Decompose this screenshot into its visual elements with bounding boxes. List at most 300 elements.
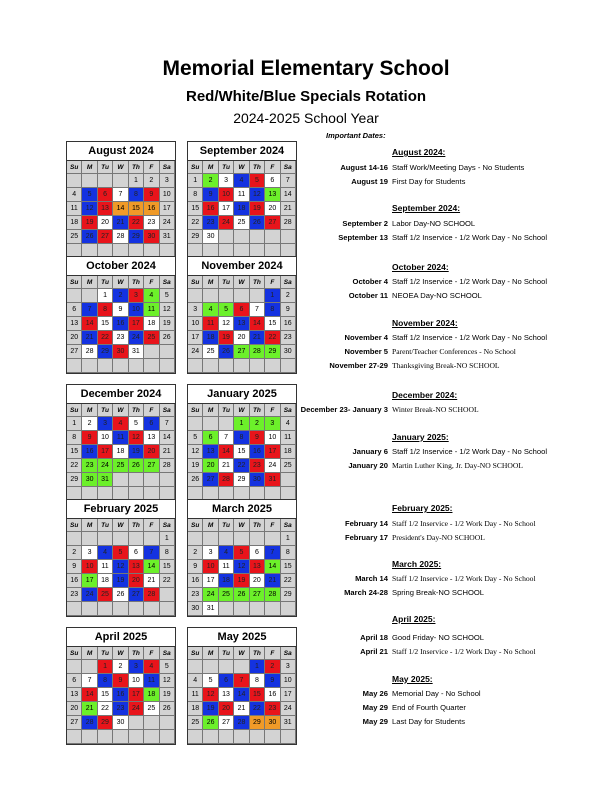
day-cell — [67, 174, 82, 188]
weekday-label: W — [234, 519, 249, 532]
calendar-september-2024 — [187, 141, 297, 259]
weekday-label: Sa — [160, 647, 175, 660]
weekday-label: Tu — [219, 404, 234, 417]
day-cell: 28 — [82, 345, 97, 359]
day-cell: 26 — [82, 230, 97, 244]
month-dates-heading: March 2025: — [392, 559, 442, 569]
day-cell: 5 — [113, 546, 128, 560]
day-cell: 4 — [144, 289, 159, 303]
event-description: NEOEA Day-NO SCHOOL — [392, 291, 482, 300]
day-cell — [144, 716, 159, 730]
day-cell: 8 — [234, 431, 249, 445]
day-cell: 3 — [98, 417, 113, 431]
day-cell: 29 — [98, 345, 113, 359]
day-cell: 28 — [234, 716, 249, 730]
day-cell: 23 — [203, 216, 218, 230]
day-cell — [144, 730, 159, 744]
day-cell: 9 — [144, 188, 159, 202]
day-cell — [234, 730, 249, 744]
month-dates-heading: April 2025: — [392, 614, 436, 624]
day-cell: 8 — [129, 188, 144, 202]
day-cell: 6 — [67, 674, 82, 688]
day-cell — [250, 602, 265, 616]
day-cell: 16 — [67, 574, 82, 588]
calendar-month-title: August 2024 — [67, 142, 175, 161]
day-cell: 19 — [234, 574, 249, 588]
calendar-month-title: May 2025 — [188, 628, 296, 647]
day-cell: 12 — [113, 560, 128, 574]
event-date: October 11 — [348, 291, 388, 300]
weekday-label: Th — [129, 519, 144, 532]
day-cell: 15 — [265, 317, 280, 331]
day-cell — [250, 230, 265, 244]
day-cell: 6 — [250, 546, 265, 560]
day-cell: 10 — [219, 188, 234, 202]
day-cell: 15 — [250, 688, 265, 702]
event-date: March 24-28 — [344, 588, 388, 597]
day-cell: 22 — [160, 574, 175, 588]
event-description: Staff Work/Meeting Days - No Students — [392, 163, 525, 172]
day-cell: 28 — [265, 588, 280, 602]
day-cell — [82, 532, 97, 546]
day-cell — [67, 602, 82, 616]
day-cell: 14 — [144, 560, 159, 574]
page-title: Memorial Elementary School — [162, 57, 450, 80]
day-cell: 11 — [234, 188, 249, 202]
day-cell — [160, 473, 175, 487]
day-cell — [203, 730, 218, 744]
day-cell: 15 — [98, 688, 113, 702]
day-cell: 8 — [67, 431, 82, 445]
day-cell: 26 — [113, 588, 128, 602]
day-cell: 23 — [113, 702, 128, 716]
day-cell: 12 — [160, 303, 175, 317]
month-dates-heading: August 2024: — [392, 147, 446, 157]
day-cell: 27 — [129, 588, 144, 602]
day-cell: 14 — [281, 188, 296, 202]
day-cell: 24 — [219, 216, 234, 230]
weekday-label: Sa — [281, 519, 296, 532]
day-cell: 20 — [129, 574, 144, 588]
day-cell: 2 — [203, 174, 218, 188]
event-description: Last Day for Students — [392, 717, 466, 726]
day-cell: 25 — [144, 702, 159, 716]
event-description: Spring Break-NO SCHOOL — [392, 588, 484, 597]
day-cell: 24 — [265, 459, 280, 473]
calendar-month-title: November 2024 — [188, 257, 296, 276]
day-cell: 25 — [203, 345, 218, 359]
day-cell — [250, 532, 265, 546]
day-cell — [203, 289, 218, 303]
day-cell: 18 — [67, 216, 82, 230]
day-cell: 17 — [129, 317, 144, 331]
school-year: 2024-2025 School Year — [233, 110, 379, 126]
weekday-label: F — [265, 276, 280, 289]
day-cell: 21 — [113, 216, 128, 230]
day-cell: 17 — [265, 445, 280, 459]
day-cell — [113, 473, 128, 487]
day-cell: 31 — [265, 473, 280, 487]
day-cell: 7 — [234, 674, 249, 688]
day-cell: 7 — [160, 417, 175, 431]
day-cell — [144, 473, 159, 487]
day-cell: 11 — [203, 317, 218, 331]
day-cell: 22 — [234, 459, 249, 473]
weekday-label: Th — [250, 647, 265, 660]
weekday-label: Su — [67, 647, 82, 660]
day-cell: 9 — [82, 431, 97, 445]
day-cell: 19 — [219, 331, 234, 345]
day-cell: 13 — [219, 688, 234, 702]
day-cell: 11 — [67, 202, 82, 216]
day-cell: 27 — [98, 230, 113, 244]
day-cell: 11 — [219, 560, 234, 574]
day-cell: 30 — [265, 716, 280, 730]
day-cell: 14 — [250, 317, 265, 331]
day-cell: 21 — [219, 459, 234, 473]
weekday-label: Tu — [98, 276, 113, 289]
day-cell: 29 — [188, 230, 203, 244]
day-cell: 2 — [281, 289, 296, 303]
day-cell: 5 — [129, 417, 144, 431]
day-cell: 10 — [129, 303, 144, 317]
day-cell — [67, 359, 82, 373]
weekday-label: F — [265, 519, 280, 532]
event-row — [300, 218, 612, 230]
day-cell — [160, 345, 175, 359]
day-cell: 13 — [67, 688, 82, 702]
day-cell: 2 — [188, 546, 203, 560]
event-description: Good Friday- NO SCHOOL — [392, 633, 484, 642]
day-cell: 24 — [160, 216, 175, 230]
event-row — [300, 518, 612, 530]
calendar-january-2025 — [187, 384, 297, 502]
day-cell — [67, 289, 82, 303]
day-cell — [113, 602, 128, 616]
day-cell — [82, 174, 97, 188]
day-cell: 28 — [250, 345, 265, 359]
calendar-month-title: December 2024 — [67, 385, 175, 404]
weekday-label: M — [203, 161, 218, 174]
day-cell: 13 — [203, 445, 218, 459]
day-cell: 24 — [129, 702, 144, 716]
day-cell — [82, 289, 97, 303]
day-cell: 9 — [67, 560, 82, 574]
event-date: January 20 — [348, 461, 388, 470]
day-cell: 23 — [250, 459, 265, 473]
day-cell: 21 — [265, 574, 280, 588]
event-date: May 29 — [362, 717, 388, 726]
day-cell: 5 — [188, 431, 203, 445]
day-cell — [203, 359, 218, 373]
day-cell: 29 — [98, 716, 113, 730]
calendar-month-title: April 2025 — [67, 628, 175, 647]
weekday-label: Th — [129, 161, 144, 174]
day-cell: 14 — [219, 445, 234, 459]
day-cell — [82, 730, 97, 744]
calendar-august-2024 — [66, 141, 176, 259]
day-cell: 22 — [98, 331, 113, 345]
day-cell: 15 — [234, 445, 249, 459]
event-row — [300, 716, 612, 728]
day-cell: 18 — [203, 331, 218, 345]
event-date: November 27-29 — [329, 361, 388, 370]
day-cell: 10 — [281, 674, 296, 688]
weekday-label: Su — [188, 276, 203, 289]
day-cell: 25 — [281, 459, 296, 473]
day-cell: 18 — [234, 202, 249, 216]
day-cell: 4 — [234, 174, 249, 188]
day-cell: 5 — [234, 546, 249, 560]
day-cell: 24 — [188, 345, 203, 359]
day-cell — [234, 359, 249, 373]
day-cell — [67, 730, 82, 744]
day-cell — [234, 532, 249, 546]
event-row — [300, 176, 612, 188]
day-cell: 8 — [160, 546, 175, 560]
day-cell: 6 — [144, 417, 159, 431]
day-cell: 8 — [188, 188, 203, 202]
day-cell: 27 — [67, 716, 82, 730]
weekday-label: Th — [250, 404, 265, 417]
day-cell — [234, 602, 249, 616]
event-row — [300, 460, 612, 472]
day-cell: 25 — [98, 588, 113, 602]
day-cell: 30 — [250, 473, 265, 487]
day-cell: 16 — [113, 688, 128, 702]
day-cell: 3 — [129, 660, 144, 674]
weekday-label: Su — [188, 161, 203, 174]
day-cell — [265, 230, 280, 244]
event-description: Staff 1/2 Inservice - 1/2 Work Day - No School — [392, 447, 548, 456]
weekday-label: W — [234, 647, 249, 660]
day-cell: 8 — [265, 303, 280, 317]
day-cell: 22 — [265, 331, 280, 345]
day-cell: 3 — [82, 546, 97, 560]
day-cell: 8 — [281, 546, 296, 560]
calendar-month-title: October 2024 — [67, 257, 175, 276]
day-cell: 22 — [281, 574, 296, 588]
day-cell: 3 — [203, 546, 218, 560]
day-cell — [144, 602, 159, 616]
day-cell: 24 — [98, 459, 113, 473]
day-cell: 3 — [281, 660, 296, 674]
day-cell: 4 — [281, 417, 296, 431]
important-dates-label: Important Dates: — [326, 131, 386, 140]
event-row — [300, 646, 612, 658]
day-cell — [219, 602, 234, 616]
day-cell: 24 — [203, 588, 218, 602]
event-row — [300, 573, 612, 585]
day-cell: 6 — [219, 674, 234, 688]
day-cell: 1 — [98, 660, 113, 674]
weekday-label: F — [144, 404, 159, 417]
day-cell — [265, 532, 280, 546]
weekday-label: W — [234, 276, 249, 289]
weekday-label: W — [113, 276, 128, 289]
day-cell: 21 — [281, 202, 296, 216]
event-description: Memorial Day - No School — [392, 689, 481, 698]
weekday-label: M — [82, 647, 97, 660]
day-cell: 16 — [188, 574, 203, 588]
day-cell: 28 — [281, 216, 296, 230]
event-row — [300, 702, 612, 714]
day-cell — [82, 660, 97, 674]
day-cell: 14 — [82, 688, 97, 702]
day-cell: 12 — [82, 202, 97, 216]
event-row — [300, 632, 612, 644]
day-cell: 19 — [160, 317, 175, 331]
event-description: Winter Break-NO SCHOOL — [392, 405, 479, 414]
day-cell: 13 — [98, 202, 113, 216]
day-cell: 11 — [98, 560, 113, 574]
day-cell: 17 — [219, 202, 234, 216]
day-cell: 6 — [203, 431, 218, 445]
event-row — [300, 532, 612, 544]
month-dates-heading: September 2024: — [392, 203, 461, 213]
day-cell: 28 — [160, 459, 175, 473]
page-subtitle: Red/White/Blue Specials Rotation — [185, 88, 427, 105]
day-cell: 12 — [129, 431, 144, 445]
event-description: First Day for Students — [392, 177, 466, 186]
day-cell: 20 — [203, 459, 218, 473]
day-cell: 1 — [265, 289, 280, 303]
month-dates-heading: October 2024: — [392, 262, 449, 272]
day-cell: 30 — [188, 602, 203, 616]
day-cell — [129, 602, 144, 616]
calendar-may-2025 — [187, 627, 297, 745]
day-cell — [250, 359, 265, 373]
day-cell: 14 — [82, 317, 97, 331]
day-cell: 27 — [250, 588, 265, 602]
calendar-february-2025 — [66, 499, 176, 617]
day-cell: 20 — [265, 202, 280, 216]
event-date: September 2 — [342, 219, 388, 228]
day-cell: 17 — [203, 574, 218, 588]
day-cell: 18 — [144, 688, 159, 702]
day-cell — [129, 532, 144, 546]
day-cell — [281, 230, 296, 244]
day-cell: 17 — [129, 688, 144, 702]
day-cell — [203, 417, 218, 431]
weekday-label: W — [234, 161, 249, 174]
day-cell: 17 — [160, 202, 175, 216]
day-cell: 21 — [82, 331, 97, 345]
day-cell: 27 — [144, 459, 159, 473]
month-dates-heading: February 2025: — [392, 503, 453, 513]
day-cell: 13 — [234, 317, 249, 331]
day-cell: 25 — [234, 216, 249, 230]
day-cell: 30 — [144, 230, 159, 244]
event-row — [300, 446, 612, 458]
day-cell — [250, 289, 265, 303]
day-cell — [219, 532, 234, 546]
day-cell: 10 — [265, 431, 280, 445]
day-cell: 20 — [219, 702, 234, 716]
day-cell: 16 — [265, 688, 280, 702]
day-cell: 15 — [67, 445, 82, 459]
day-cell: 29 — [265, 345, 280, 359]
weekday-label: W — [113, 404, 128, 417]
day-cell — [98, 602, 113, 616]
day-cell: 14 — [265, 560, 280, 574]
event-date: August 14-16 — [340, 163, 388, 172]
day-cell: 26 — [250, 216, 265, 230]
day-cell — [160, 359, 175, 373]
day-cell: 16 — [203, 202, 218, 216]
weekday-label: Th — [129, 647, 144, 660]
day-cell: 19 — [250, 202, 265, 216]
day-cell: 20 — [234, 331, 249, 345]
day-cell: 25 — [219, 588, 234, 602]
day-cell — [219, 289, 234, 303]
calendar-april-2025 — [66, 627, 176, 745]
event-description: President's Day-NO SCHOOL — [392, 533, 485, 542]
month-dates-heading: November 2024: — [392, 318, 458, 328]
day-cell: 5 — [160, 660, 175, 674]
day-cell: 24 — [129, 331, 144, 345]
day-cell: 8 — [250, 674, 265, 688]
weekday-label: Su — [67, 404, 82, 417]
event-date: November 4 — [344, 333, 388, 342]
day-cell — [234, 289, 249, 303]
weekday-label: Tu — [219, 161, 234, 174]
calendar-november-2024 — [187, 256, 297, 374]
day-cell: 4 — [188, 674, 203, 688]
day-cell: 2 — [265, 660, 280, 674]
day-cell — [188, 660, 203, 674]
event-date: September 13 — [338, 233, 388, 242]
day-cell — [219, 730, 234, 744]
day-cell: 7 — [82, 303, 97, 317]
weekday-label: Tu — [219, 276, 234, 289]
day-cell: 11 — [144, 674, 159, 688]
day-cell — [160, 602, 175, 616]
event-description: Staff 1/2 Inservice - 1/2 Work Day - No School — [392, 277, 548, 286]
day-cell: 31 — [129, 345, 144, 359]
weekday-label: Sa — [160, 161, 175, 174]
day-cell: 28 — [144, 588, 159, 602]
day-cell: 7 — [250, 303, 265, 317]
calendar-march-2025 — [187, 499, 297, 617]
day-cell: 10 — [82, 560, 97, 574]
day-cell — [160, 588, 175, 602]
day-cell: 31 — [203, 602, 218, 616]
day-cell: 4 — [219, 546, 234, 560]
day-cell — [219, 417, 234, 431]
day-cell: 22 — [250, 702, 265, 716]
day-cell: 5 — [250, 174, 265, 188]
day-cell: 2 — [82, 417, 97, 431]
day-cell: 7 — [144, 546, 159, 560]
day-cell: 16 — [113, 317, 128, 331]
day-cell: 30 — [281, 345, 296, 359]
weekday-label: Su — [67, 519, 82, 532]
weekday-label: Th — [250, 161, 265, 174]
day-cell — [144, 345, 159, 359]
event-description: End of Fourth Quarter — [392, 703, 466, 712]
day-cell: 9 — [265, 674, 280, 688]
day-cell: 10 — [188, 317, 203, 331]
day-cell — [281, 473, 296, 487]
day-cell: 23 — [82, 459, 97, 473]
weekday-label: Th — [129, 276, 144, 289]
day-cell: 24 — [281, 702, 296, 716]
day-cell: 22 — [67, 459, 82, 473]
day-cell: 28 — [219, 473, 234, 487]
event-date: February 17 — [344, 533, 388, 542]
day-cell: 19 — [82, 216, 97, 230]
